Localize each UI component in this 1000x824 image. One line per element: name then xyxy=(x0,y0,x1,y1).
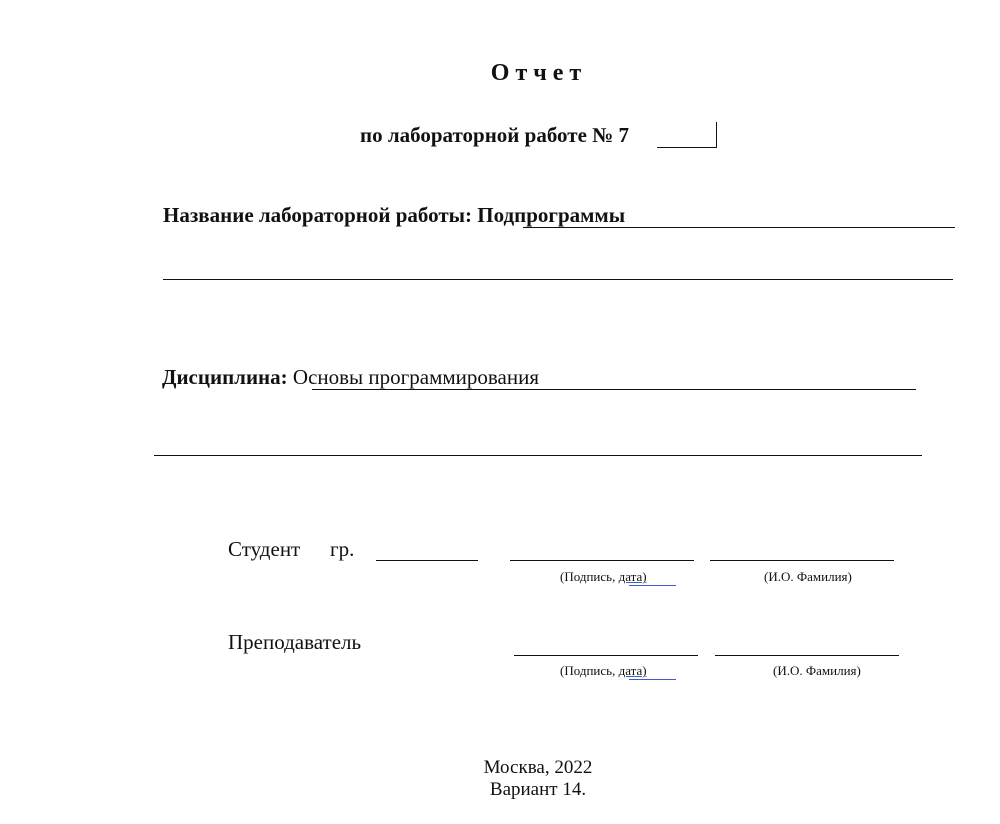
teacher-signature-field[interactable] xyxy=(514,655,698,656)
student-group-label: гр. xyxy=(330,537,355,561)
student-signature-field[interactable] xyxy=(510,560,694,561)
discipline-underline xyxy=(312,389,916,390)
work-name-label: Название лабораторной работы: xyxy=(163,203,473,227)
teacher-signature-caption xyxy=(560,663,647,679)
student-label: Студент xyxy=(228,537,301,561)
student-name-field[interactable] xyxy=(710,560,894,561)
teacher-name-caption: (И.О. Фамилия) xyxy=(773,663,861,678)
work-name-second-line[interactable] xyxy=(163,279,953,280)
work-name-underline xyxy=(523,227,955,228)
report-number-underline xyxy=(657,147,717,148)
report-number: 7 xyxy=(618,123,630,147)
work-name-value[interactable]: Подпрограммы xyxy=(477,203,626,227)
subtitle-prefix: по лабораторной работе № xyxy=(360,123,614,147)
footer-variant: Вариант 14. xyxy=(489,779,587,800)
discipline-row xyxy=(162,365,539,390)
signature-caption-prefix: (Подпись, xyxy=(560,569,616,584)
discipline-value[interactable]: Основы программирования xyxy=(292,365,539,389)
student-signature-caption xyxy=(560,569,647,585)
footer-city-year: Москва, 2022 xyxy=(483,757,593,778)
teacher-date-underline xyxy=(629,679,676,680)
teacher-label: Преподаватель xyxy=(228,630,362,654)
report-title: О т ч е т xyxy=(490,60,582,86)
teacher-name-field[interactable] xyxy=(715,655,899,656)
signature-caption-date: дата) xyxy=(618,569,647,584)
discipline-second-line[interactable] xyxy=(154,455,922,456)
student-date-underline xyxy=(629,585,676,586)
signature-caption-prefix: (Подпись, xyxy=(560,663,616,678)
text-cursor xyxy=(716,122,717,148)
student-name-caption: (И.О. Фамилия) xyxy=(764,569,852,584)
student-group-field[interactable] xyxy=(376,560,478,561)
signature-caption-date: дата) xyxy=(618,663,647,678)
report-subtitle xyxy=(360,123,629,148)
discipline-label: Дисциплина: xyxy=(162,365,288,389)
work-name-row xyxy=(163,203,625,228)
